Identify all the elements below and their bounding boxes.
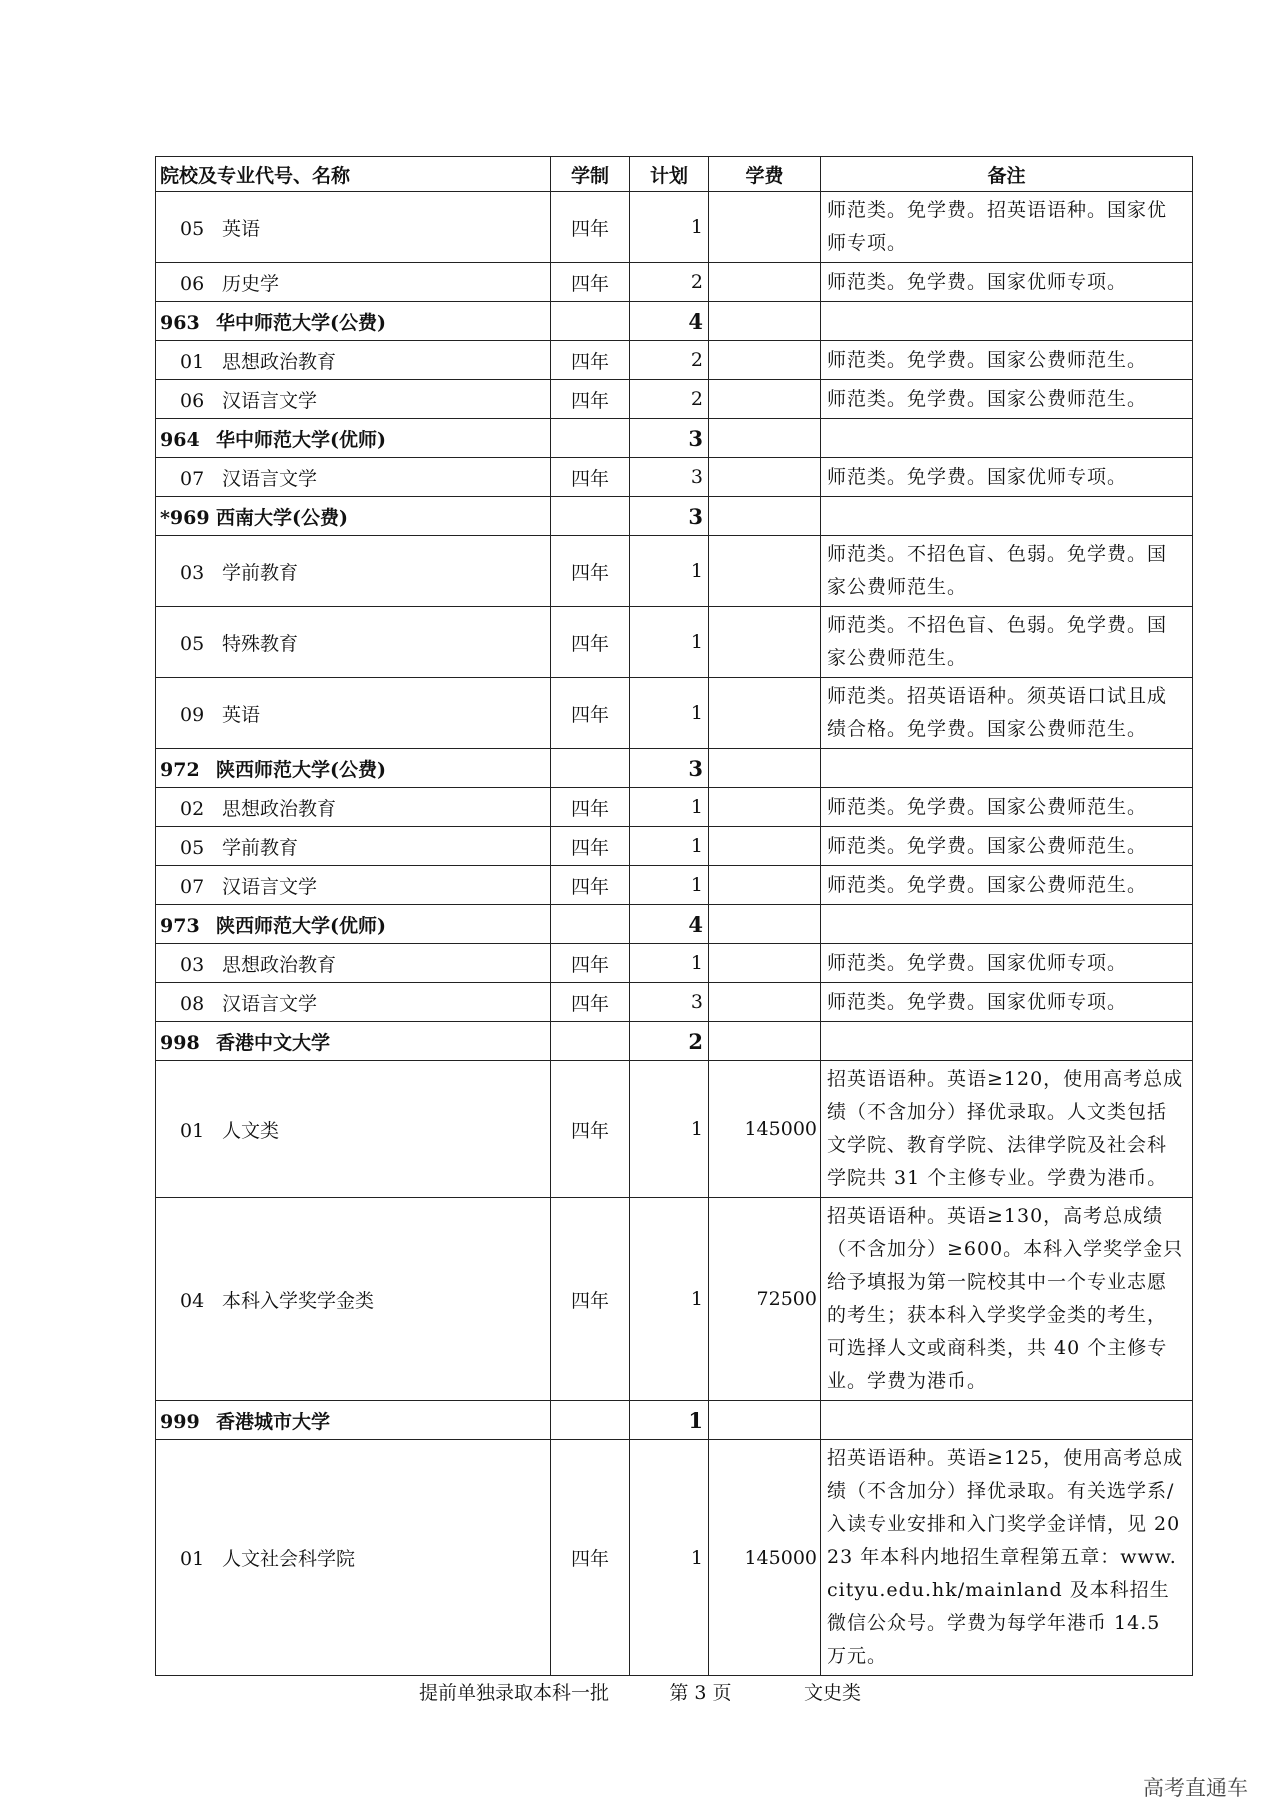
xuezhi-cell: 四年 <box>551 983 630 1022</box>
program-name-cell <box>156 263 551 302</box>
school-plan-cell: 3 <box>630 497 709 536</box>
note-cell: 师范类。免学费。国家公费师范生。 <box>821 341 1193 380</box>
school-plan-cell: 2 <box>630 1022 709 1061</box>
program-name: 人文社会科学院 <box>222 1548 356 1570</box>
header-xuezhi: 学制 <box>551 157 630 192</box>
xuezhi-cell: 四年 <box>551 536 630 607</box>
school-code: 963 <box>160 311 200 334</box>
program-name-cell <box>156 983 551 1022</box>
plan-cell: 1 <box>630 607 709 678</box>
school-name-cell <box>156 419 551 458</box>
school-code: 973 <box>160 914 200 937</box>
school-plan-cell: 3 <box>630 749 709 788</box>
school-code: 999 <box>160 1410 200 1433</box>
program-code: 06 <box>180 389 205 412</box>
school-code: 998 <box>160 1031 200 1054</box>
program-name-cell <box>156 866 551 905</box>
program-name: 思想政治教育 <box>222 953 337 976</box>
program-name-cell <box>156 458 551 497</box>
fee-cell <box>709 678 821 749</box>
plan-cell: 1 <box>630 1061 709 1198</box>
school-name-cell <box>156 302 551 341</box>
plan-cell: 1 <box>630 678 709 749</box>
school-name: 华中师范大学(优师) <box>216 428 386 451</box>
footer-batch: 提前单独录取本科一批 <box>418 1682 609 1704</box>
fee-cell <box>709 983 821 1022</box>
fee-cell <box>709 497 821 536</box>
school-name: 香港城市大学 <box>216 1410 331 1433</box>
program-name-cell <box>156 944 551 983</box>
plan-cell: 1 <box>630 788 709 827</box>
school-name: 陕西师范大学(优师) <box>216 914 386 937</box>
program-row <box>156 1198 1193 1401</box>
xuezhi-cell <box>551 419 630 458</box>
note-cell <box>821 302 1193 341</box>
xuezhi-cell: 四年 <box>551 944 630 983</box>
school-code: 964 <box>160 428 200 451</box>
header-plan: 计划 <box>630 157 709 192</box>
program-row <box>156 263 1193 302</box>
school-row <box>156 302 1193 341</box>
note-cell: 师范类。免学费。招英语语种。国家优师专项。 <box>821 192 1193 263</box>
school-row <box>156 419 1193 458</box>
note-cell <box>821 905 1193 944</box>
program-name-cell <box>156 788 551 827</box>
fee-cell <box>709 944 821 983</box>
note-cell: 招英语语种。英语≥125，使用高考总成绩（不含加分）择优录取。有关选学系/入读专业安排和入门奖学金详情，见 2023 年本科内地招生章程第五章：www.cityu.edu.hk/mainland 及本科招生微信公众号。学费为每学年港币 14.5 万元。 <box>821 1440 1193 1676</box>
xuezhi-cell <box>551 1401 630 1440</box>
program-row <box>156 1061 1193 1198</box>
school-code: 972 <box>160 758 200 781</box>
xuezhi-cell: 四年 <box>551 263 630 302</box>
plan-cell: 2 <box>630 380 709 419</box>
fee-cell <box>709 302 821 341</box>
school-row <box>156 497 1193 536</box>
header-fee: 学费 <box>709 157 821 192</box>
xuezhi-cell: 四年 <box>551 827 630 866</box>
school-plan-cell: 1 <box>630 1401 709 1440</box>
header-note: 备注 <box>821 157 1193 192</box>
program-row <box>156 827 1193 866</box>
fee-cell <box>709 536 821 607</box>
xuezhi-cell: 四年 <box>551 866 630 905</box>
program-code: 03 <box>180 953 205 976</box>
program-name-cell <box>156 341 551 380</box>
program-row <box>156 380 1193 419</box>
plan-cell: 1 <box>630 1198 709 1401</box>
plan-cell: 1 <box>630 536 709 607</box>
program-row <box>156 458 1193 497</box>
school-plan-cell: 4 <box>630 302 709 341</box>
school-row <box>156 905 1193 944</box>
fee-cell <box>709 827 821 866</box>
school-name: 香港中文大学 <box>216 1031 331 1054</box>
program-code: 07 <box>180 467 205 490</box>
note-cell: 师范类。招英语语种。须英语口试且成绩合格。免学费。国家公费师范生。 <box>821 678 1193 749</box>
program-row <box>156 788 1193 827</box>
program-name: 学前教育 <box>222 561 299 584</box>
plan-cell: 2 <box>630 263 709 302</box>
program-row <box>156 983 1193 1022</box>
fee-cell: 72500 <box>709 1198 821 1401</box>
fee-cell <box>709 380 821 419</box>
xuezhi-cell: 四年 <box>551 1061 630 1198</box>
program-row <box>156 866 1193 905</box>
program-code: 02 <box>180 797 205 820</box>
note-cell <box>821 497 1193 536</box>
fee-cell <box>709 192 821 263</box>
program-code: 01 <box>180 1548 205 1570</box>
program-name: 本科入学奖学金类 <box>222 1289 375 1312</box>
program-name-cell <box>156 678 551 749</box>
fee-cell: 145000 <box>709 1440 821 1676</box>
program-name: 思想政治教育 <box>222 797 337 820</box>
note-cell: 师范类。免学费。国家公费师范生。 <box>821 380 1193 419</box>
program-name: 汉语言文学 <box>222 992 318 1015</box>
school-name-cell <box>156 905 551 944</box>
program-row <box>156 678 1193 749</box>
program-code: 04 <box>180 1289 205 1312</box>
program-row <box>156 607 1193 678</box>
school-name: 陕西师范大学(公费) <box>216 758 386 781</box>
school-name-cell <box>156 749 551 788</box>
footer-category: 文史类 <box>804 1682 862 1704</box>
program-name: 人文类 <box>222 1119 280 1142</box>
program-name: 特殊教育 <box>222 632 299 655</box>
note-cell: 招英语语种。英语≥130，高考总成绩（不含加分）≥600。本科入学奖学金只给予填报为第一院校其中一个专业志愿的考生；获本科入学奖学金类的考生，可选择人文或商科类，共 40 个主修专业。学费为港币。 <box>821 1198 1193 1401</box>
program-row <box>156 536 1193 607</box>
note-cell: 师范类。免学费。国家公费师范生。 <box>821 827 1193 866</box>
school-row <box>156 1022 1193 1061</box>
xuezhi-cell <box>551 497 630 536</box>
plan-cell: 1 <box>630 827 709 866</box>
program-code: 07 <box>180 875 205 898</box>
note-cell: 师范类。不招色盲、色弱。免学费。国家公费师范生。 <box>821 536 1193 607</box>
school-name: 华中师范大学(公费) <box>216 311 386 334</box>
table-header-row <box>156 157 1193 192</box>
note-cell <box>821 1401 1193 1440</box>
plan-cell: 2 <box>630 341 709 380</box>
note-cell: 师范类。免学费。国家优师专项。 <box>821 944 1193 983</box>
program-name-cell <box>156 1440 551 1676</box>
xuezhi-cell: 四年 <box>551 788 630 827</box>
program-code: 05 <box>180 836 205 859</box>
school-code: *969 <box>160 506 210 529</box>
program-name: 历史学 <box>222 272 280 295</box>
program-name-cell <box>156 192 551 263</box>
school-row <box>156 749 1193 788</box>
admission-plan-table <box>155 156 1193 1676</box>
plan-cell: 3 <box>630 458 709 497</box>
xuezhi-cell: 四年 <box>551 678 630 749</box>
program-code: 08 <box>180 992 205 1015</box>
note-cell <box>821 749 1193 788</box>
program-name-cell <box>156 536 551 607</box>
school-name: 西南大学(公费) <box>216 506 348 529</box>
footer-page-number: 第 3 页 <box>669 1682 732 1704</box>
fee-cell <box>709 788 821 827</box>
note-cell: 师范类。免学费。国家公费师范生。 <box>821 866 1193 905</box>
program-row <box>156 192 1193 263</box>
program-code: 05 <box>180 217 205 240</box>
program-name: 英语 <box>222 217 261 240</box>
plan-cell: 1 <box>630 192 709 263</box>
program-name-cell <box>156 607 551 678</box>
program-name: 学前教育 <box>222 836 299 859</box>
program-name: 汉语言文学 <box>222 389 318 412</box>
program-code: 01 <box>180 1119 205 1142</box>
note-cell: 招英语语种。英语≥120，使用高考总成绩（不含加分）择优录取。人文类包括文学院、教育学院、法律学院及社会科学院共 31 个主修专业。学费为港币。 <box>821 1061 1193 1198</box>
fee-cell <box>709 1022 821 1061</box>
xuezhi-cell: 四年 <box>551 1198 630 1401</box>
fee-cell <box>709 866 821 905</box>
note-cell: 师范类。免学费。国家优师专项。 <box>821 983 1193 1022</box>
fee-cell <box>709 905 821 944</box>
program-code: 03 <box>180 561 205 584</box>
school-plan-cell: 4 <box>630 905 709 944</box>
note-cell: 师范类。不招色盲、色弱。免学费。国家公费师范生。 <box>821 607 1193 678</box>
note-cell: 师范类。免学费。国家优师专项。 <box>821 458 1193 497</box>
fee-cell <box>709 419 821 458</box>
school-name-cell <box>156 497 551 536</box>
fee-cell <box>709 1401 821 1440</box>
program-code: 09 <box>180 703 205 726</box>
program-row <box>156 1440 1193 1676</box>
school-row <box>156 1401 1193 1440</box>
watermark-text: 高考直通车 <box>1143 1776 1248 1800</box>
note-cell <box>821 1022 1193 1061</box>
page-footer <box>0 1678 1280 1705</box>
school-name-cell <box>156 1022 551 1061</box>
note-cell: 师范类。免学费。国家公费师范生。 <box>821 788 1193 827</box>
program-row <box>156 341 1193 380</box>
xuezhi-cell <box>551 749 630 788</box>
xuezhi-cell: 四年 <box>551 1440 630 1676</box>
xuezhi-cell <box>551 1022 630 1061</box>
program-name-cell <box>156 1061 551 1198</box>
xuezhi-cell: 四年 <box>551 607 630 678</box>
table-body <box>156 192 1193 1676</box>
fee-cell <box>709 749 821 788</box>
program-name-cell <box>156 827 551 866</box>
program-code: 01 <box>180 350 205 373</box>
plan-cell: 3 <box>630 983 709 1022</box>
xuezhi-cell: 四年 <box>551 380 630 419</box>
plan-cell: 1 <box>630 944 709 983</box>
program-name-cell <box>156 1198 551 1401</box>
xuezhi-cell <box>551 905 630 944</box>
program-name: 思想政治教育 <box>222 350 337 373</box>
xuezhi-cell: 四年 <box>551 341 630 380</box>
plan-cell: 1 <box>630 866 709 905</box>
program-name: 汉语言文学 <box>222 875 318 898</box>
program-name-cell <box>156 380 551 419</box>
fee-cell <box>709 263 821 302</box>
school-plan-cell: 3 <box>630 419 709 458</box>
plan-cell: 1 <box>630 1440 709 1676</box>
note-cell: 师范类。免学费。国家优师专项。 <box>821 263 1193 302</box>
xuezhi-cell: 四年 <box>551 458 630 497</box>
fee-cell <box>709 341 821 380</box>
program-code: 05 <box>180 632 205 655</box>
xuezhi-cell <box>551 302 630 341</box>
program-code: 06 <box>180 272 205 295</box>
note-cell <box>821 419 1193 458</box>
program-name: 汉语言文学 <box>222 467 318 490</box>
school-name-cell <box>156 1401 551 1440</box>
fee-cell <box>709 607 821 678</box>
program-row <box>156 944 1193 983</box>
fee-cell <box>709 458 821 497</box>
program-name: 英语 <box>222 703 261 726</box>
fee-cell: 145000 <box>709 1061 821 1198</box>
xuezhi-cell: 四年 <box>551 192 630 263</box>
header-name: 院校及专业代号、名称 <box>156 157 551 192</box>
